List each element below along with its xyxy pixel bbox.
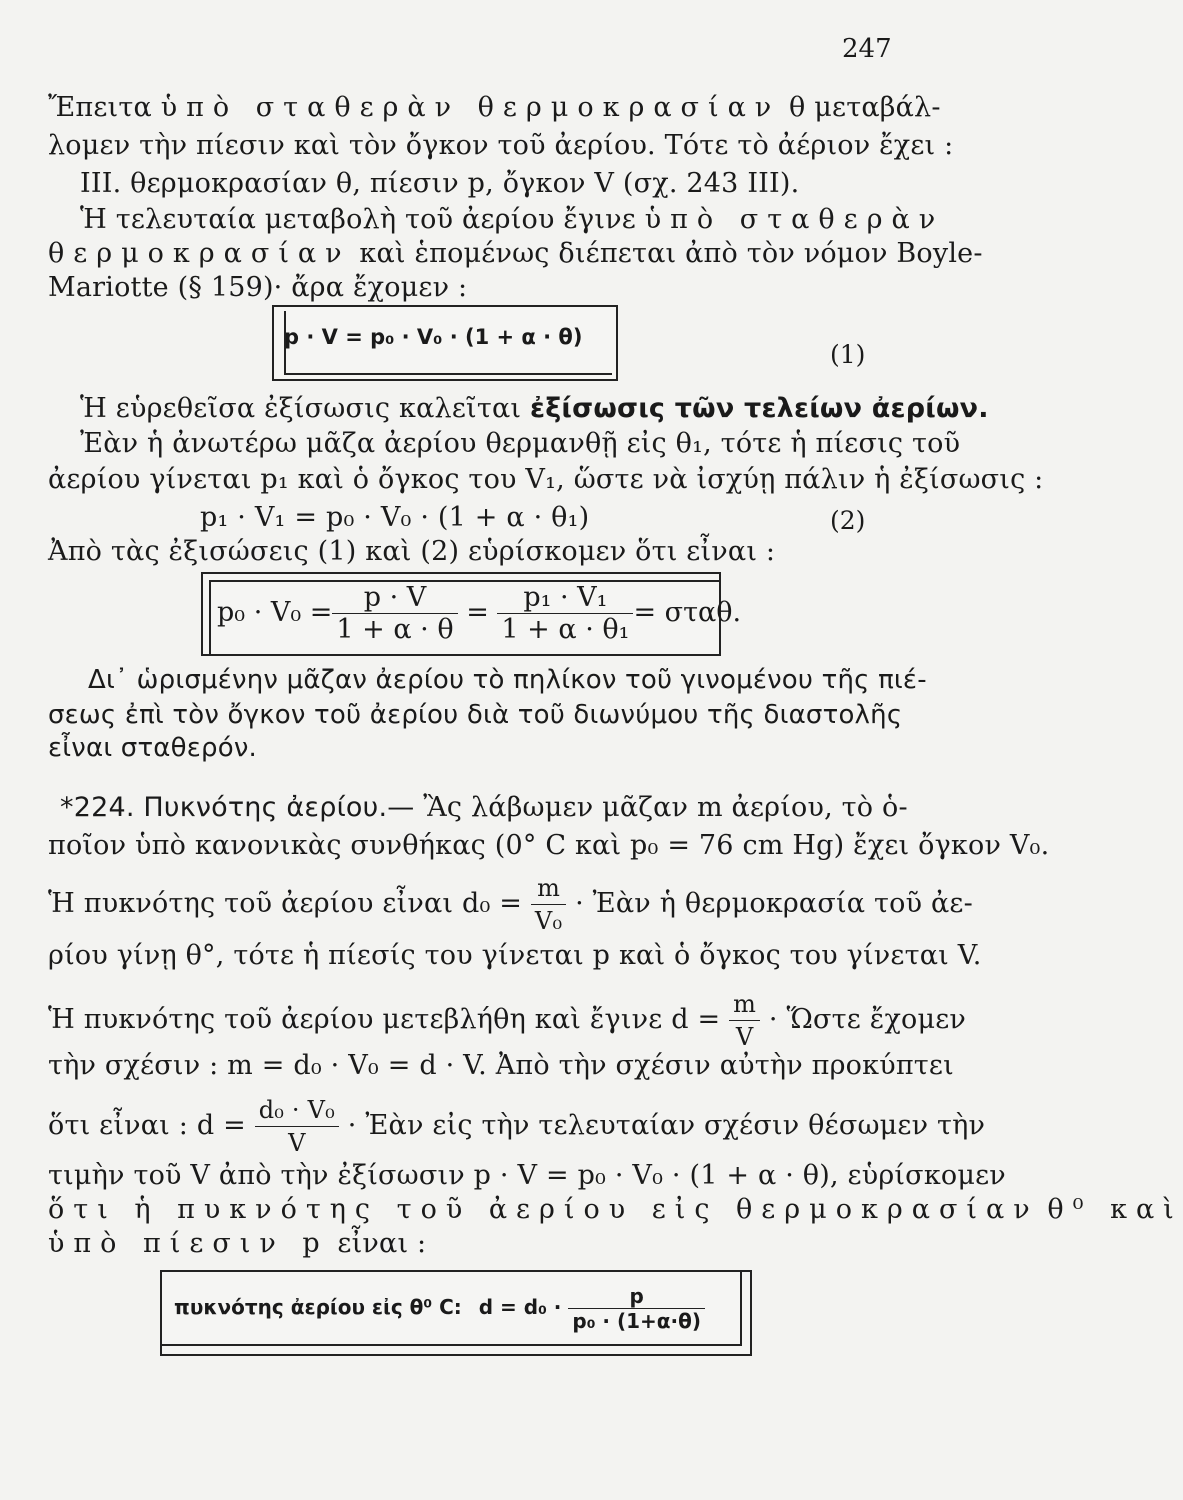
text-span: Ἡ πυκνότης τοῦ ἀερίου μετεβλήθη καὶ ἔγινε d = (48, 1004, 721, 1035)
spaced-text: θ⁰ καὶ (1047, 1194, 1183, 1225)
equation-3-right: = σταθ. (633, 597, 742, 628)
formula-label: πυκνότης ἀερίου εἰς θ⁰ C: (174, 1295, 462, 1319)
spaced-text: ὑπὸ σταθερὰν θερμοκρασίαν (160, 92, 781, 123)
fraction (568, 1284, 705, 1333)
fraction-1 (332, 582, 457, 645)
text-span: Ἂς λάβωμεν μᾶζαν m ἀερίου, τὸ ὁ- (423, 792, 908, 823)
text-line-19: τὴν σχέσιν : m = d₀ · V₀ = d · V. Ἀπὸ τὴν σχέσιν αὐτὴν προκύπτει (48, 1050, 954, 1081)
text-line-6: Mariotte (§ 159)· ἄρα ἔχομεν : (48, 272, 468, 303)
spaced-text: ὑπὸ πίεσιν p (48, 1228, 329, 1259)
fraction-numerator: m (531, 872, 566, 905)
text-line-7 (80, 393, 989, 425)
fraction-denominator: p₀ · (1+α·θ) (572, 1309, 702, 1333)
text-line-1 (48, 92, 941, 124)
equation-2-number: (2) (830, 506, 866, 535)
fraction-numerator: p · V (332, 582, 457, 614)
spaced-text: ὑπὸ σταθερὰν (644, 204, 945, 235)
text-line-15: ποῖον ὑπὸ κανονικὰς συνθήκας (0° C καὶ p₀ = 76 cm Hg) ἔχει ὄγκον V₀. (48, 830, 1050, 861)
text-line-20 (48, 1094, 986, 1159)
fraction-denominator: 1 + α · θ₁ (501, 614, 630, 645)
equation-1-number: (1) (830, 340, 866, 369)
text-span: εἶναι : (337, 1228, 427, 1259)
text-line-21: τιμὴν τοῦ V ἀπὸ τὴν ἐξίσωσιν p · V = p₀ · V₀ · (1 + α · θ), εὑρίσκομεν (48, 1160, 1006, 1191)
bold-term: ἐξίσωσις τῶν τελείων ἀερίων. (529, 393, 989, 424)
text-line-13: εἶναι σταθερόν. (48, 733, 258, 763)
section-heading-line (60, 792, 908, 824)
text-span: Ἡ πυκνότης τοῦ ἀερίου εἶναι d₀ = (48, 888, 523, 919)
density-formula-box (160, 1270, 752, 1356)
text-line-8: Ἐὰν ἡ ἀνωτέρω μᾶζα ἀερίου θερμανθῇ εἰς θ₁, τότε ἡ πίεσις τοῦ (80, 428, 961, 459)
fraction (729, 988, 760, 1053)
text-span: ὅτι εἶναι : d = (48, 1110, 246, 1141)
density-formula (174, 1284, 705, 1333)
fraction (531, 872, 566, 937)
equation-2: p₁ · V₁ = p₀ · V₀ · (1 + α · θ₁) (200, 502, 590, 533)
text-line-5 (48, 238, 983, 270)
text-line-2: λομεν τὴν πίεσιν καὶ τὸν ὄγκον τοῦ ἀερίου. Τότε τὸ ἀέριον ἔχει : (48, 130, 954, 161)
text-line-4 (80, 204, 945, 236)
text-span: · Ἐὰν ἡ θερμοκρασία τοῦ ἀε- (575, 888, 973, 919)
fraction-denominator: V₀ (534, 907, 563, 935)
fraction-2 (497, 582, 633, 645)
text-span: · Ὥστε ἔχομεν (768, 1004, 967, 1035)
fraction-numerator: d₀ · V₀ (255, 1094, 339, 1127)
text-line-12: σεως ἐπὶ τὸν ὄγκον τοῦ ἀερίου διὰ τοῦ διωνύμου τῆς διαστολῆς (48, 700, 903, 730)
equation-1-box (272, 305, 618, 381)
text-span: · Ἐὰν εἰς τὴν τελευταίαν σχέσιν θέσωμεν τὴν (347, 1110, 986, 1141)
text-line-3: III. θερμοκρασίαν θ, πίεσιν p, ὄγκον V (σχ. 243 III). (80, 168, 800, 199)
text-span: καὶ ἑπομένως διέπεται ἀπὸ τὸν νόμον Boyle- (359, 238, 983, 269)
text-line-18 (48, 988, 967, 1053)
equation-3-left: p₀ · V₀ = (217, 597, 333, 628)
fraction-denominator: V (288, 1129, 306, 1157)
page-number: 247 (842, 34, 892, 64)
equation-1: p · V = p₀ · V₀ · (1 + α · θ) (284, 325, 583, 349)
spaced-text: ὅτι ἡ πυκνότης τοῦ ἀερίου εἰς θερμοκρασίαν (48, 1194, 1039, 1225)
fraction-denominator: 1 + α · θ (336, 614, 454, 645)
text-line-23 (48, 1228, 878, 1260)
text-line-10: Ἀπὸ τὰς ἐξισώσεις (1) καὶ (2) εὑρίσκομεν ὅτι εἶναι : (48, 536, 776, 567)
equals-sign: = (466, 597, 489, 628)
text-span: Ἡ εὑρεθεῖσα ἐξίσωσις καλεῖται (80, 393, 522, 424)
fraction-numerator: p₁ · V₁ (497, 582, 633, 614)
fraction (255, 1094, 339, 1159)
equation-3-box (201, 572, 742, 656)
spaced-text: θερμοκρασίαν (48, 238, 351, 269)
text-line-17: ρίου γίνῃ θ°, τότε ἡ πίεσίς του γίνεται p καὶ ὁ ὄγκος του γίνεται V. (48, 940, 982, 971)
text-span: Ἔπειτα (48, 92, 152, 123)
fraction-denominator: V (735, 1023, 754, 1051)
text-line-9: ἀερίου γίνεται p₁ καὶ ὁ ὄγκος του V₁, ὥστε νὰ ἰσχύῃ πάλιν ἡ ἐξίσωσις : (48, 464, 1044, 495)
equation-3 (217, 582, 741, 645)
text-span: θ μεταβάλ- (789, 92, 941, 123)
text-line-22 (48, 1194, 1183, 1226)
formula-left: d = d₀ · (478, 1295, 562, 1319)
text-span: Ἡ τελευταία μεταβολὴ τοῦ ἀερίου ἔγινε (80, 204, 636, 235)
text-line-11: Δι᾽ ὡρισμένην μᾶζαν ἀερίου τὸ πηλίκον τοῦ γινομένου τῆς πιέ- (88, 665, 927, 695)
fraction-numerator: m (729, 988, 760, 1021)
text-line-16 (48, 872, 973, 937)
fraction-numerator: p (568, 1284, 705, 1309)
section-heading: *224. Πυκνότης ἀερίου.— (60, 792, 415, 823)
